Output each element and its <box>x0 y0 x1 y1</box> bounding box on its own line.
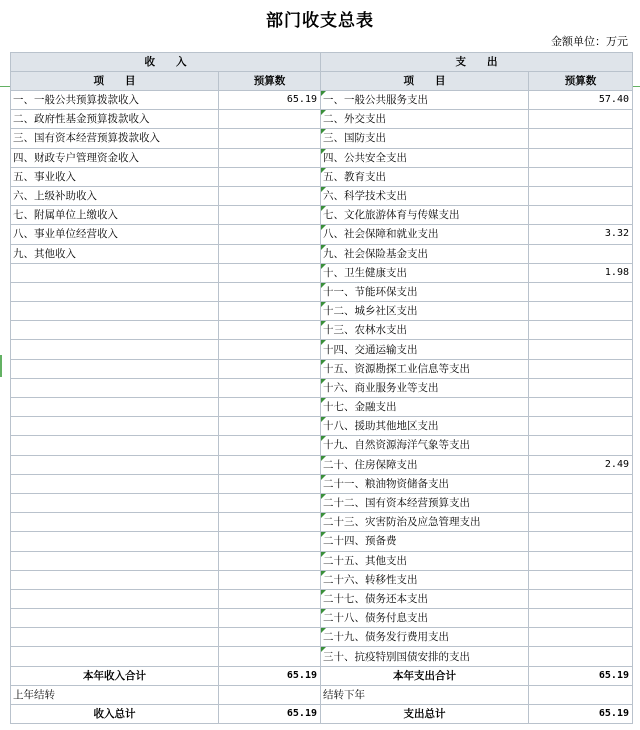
expense-item-cell[interactable]: 十、卫生健康支出 <box>321 263 529 282</box>
income-budget-cell[interactable] <box>219 340 321 359</box>
income-item-cell[interactable]: 五、事业收入 <box>11 167 219 186</box>
table-row <box>11 436 633 455</box>
table-row <box>11 263 633 282</box>
income-item-cell[interactable] <box>11 647 219 666</box>
expense-budget-cell[interactable]: 3.32 <box>529 225 633 244</box>
expense-budget-cell[interactable] <box>529 129 633 148</box>
income-budget-cell[interactable] <box>219 148 321 167</box>
expense-budget-cell[interactable] <box>529 609 633 628</box>
expense-budget-cell[interactable] <box>529 570 633 589</box>
expense-budget-cell[interactable] <box>529 417 633 436</box>
expense-budget-cell[interactable] <box>529 513 633 532</box>
income-item-cell[interactable] <box>11 302 219 321</box>
income-budget-cell[interactable] <box>219 129 321 148</box>
table-row <box>11 532 633 551</box>
expense-item-cell[interactable]: 二十八、债务付息支出 <box>321 609 529 628</box>
income-item-cell[interactable]: 八、事业单位经营收入 <box>11 225 219 244</box>
income-budget-cell[interactable] <box>219 167 321 186</box>
income-budget-cell[interactable] <box>219 455 321 474</box>
expense-budget-cell[interactable] <box>529 532 633 551</box>
expense-budget-cell[interactable] <box>529 167 633 186</box>
income-budget-cell[interactable]: 65.19 <box>219 91 321 110</box>
table-row <box>11 206 633 225</box>
income-grand-total-value[interactable]: 65.19 <box>219 705 321 724</box>
income-item-cell[interactable] <box>11 359 219 378</box>
income-budget-cell[interactable] <box>219 110 321 129</box>
expense-item-cell[interactable]: 六、科学技术支出 <box>321 186 529 205</box>
expense-item-cell[interactable]: 十一、节能环保支出 <box>321 282 529 301</box>
table-row <box>11 359 633 378</box>
table-row <box>11 398 633 417</box>
expense-budget-cell[interactable] <box>529 359 633 378</box>
expense-budget-cell[interactable] <box>529 186 633 205</box>
income-item-cell[interactable] <box>11 474 219 493</box>
expense-year-total-value[interactable]: 65.19 <box>529 666 633 685</box>
expense-budget-cell[interactable]: 1.98 <box>529 263 633 282</box>
expense-item-cell[interactable]: 十三、农林水支出 <box>321 321 529 340</box>
income-budget-cell[interactable] <box>219 532 321 551</box>
expense-budget-cell[interactable] <box>529 340 633 359</box>
expense-grand-total-label[interactable]: 支出总计 <box>321 705 529 724</box>
table-row <box>11 570 633 589</box>
table-row <box>11 378 633 397</box>
table-row <box>11 551 633 570</box>
income-item-cell[interactable]: 四、财政专户管理资金收入 <box>11 148 219 167</box>
income-budget-cell[interactable] <box>219 359 321 378</box>
income-item-header[interactable]: 项 目 <box>11 72 219 91</box>
expense-item-cell[interactable]: 二十一、粮油物资储备支出 <box>321 474 529 493</box>
table-row <box>11 225 633 244</box>
table-row <box>11 493 633 512</box>
carry-out-label[interactable]: 结转下年 <box>321 685 529 704</box>
expense-budget-cell[interactable] <box>529 244 633 263</box>
expense-item-cell[interactable]: 三、国防支出 <box>321 129 529 148</box>
expense-item-cell[interactable]: 一、一般公共服务支出 <box>321 91 529 110</box>
table-row <box>11 321 633 340</box>
expense-item-cell[interactable]: 二、外交支出 <box>321 110 529 129</box>
expense-budget-cell[interactable] <box>529 321 633 340</box>
table-row <box>11 340 633 359</box>
row-marker <box>0 355 2 377</box>
income-budget-cell[interactable] <box>219 493 321 512</box>
expense-budget-cell[interactable] <box>529 398 633 417</box>
expense-budget-cell[interactable] <box>529 647 633 666</box>
expense-item-cell[interactable]: 七、文化旅游体育与传媒支出 <box>321 206 529 225</box>
income-budget-cell[interactable] <box>219 609 321 628</box>
carry-in-value[interactable] <box>219 685 321 704</box>
expense-item-cell[interactable]: 二十、住房保障支出 <box>321 455 529 474</box>
income-budget-cell[interactable] <box>219 474 321 493</box>
table-row <box>11 589 633 608</box>
income-budget-cell[interactable] <box>219 628 321 647</box>
income-budget-cell[interactable] <box>219 378 321 397</box>
table-row <box>11 186 633 205</box>
income-budget-cell[interactable] <box>219 206 321 225</box>
expense-budget-cell[interactable] <box>529 628 633 647</box>
income-item-cell[interactable] <box>11 513 219 532</box>
expense-budget-cell[interactable] <box>529 282 633 301</box>
income-budget-cell[interactable] <box>219 302 321 321</box>
budget-table <box>10 52 633 724</box>
carry-in-label[interactable]: 上年结转 <box>11 685 219 704</box>
expense-item-cell[interactable]: 八、社会保障和就业支出 <box>321 225 529 244</box>
income-item-cell[interactable] <box>11 551 219 570</box>
income-item-cell[interactable]: 一、一般公共预算拨款收入 <box>11 91 219 110</box>
income-section-header[interactable]: 收 入 <box>11 53 321 72</box>
income-item-cell[interactable] <box>11 340 219 359</box>
income-item-cell[interactable] <box>11 398 219 417</box>
income-budget-cell[interactable] <box>219 570 321 589</box>
table-row <box>11 628 633 647</box>
expense-item-cell[interactable]: 二十二、国有资本经营预算支出 <box>321 493 529 512</box>
table-row <box>11 609 633 628</box>
income-item-cell[interactable]: 六、上级补助收入 <box>11 186 219 205</box>
income-budget-cell[interactable] <box>219 551 321 570</box>
income-budget-cell[interactable] <box>219 398 321 417</box>
table-row <box>11 417 633 436</box>
expense-item-cell[interactable]: 二十九、债务发行费用支出 <box>321 628 529 647</box>
income-budget-header[interactable]: 预算数 <box>219 72 321 91</box>
total-row <box>11 666 633 685</box>
table-row <box>11 167 633 186</box>
income-budget-cell[interactable] <box>219 321 321 340</box>
income-budget-cell[interactable] <box>219 225 321 244</box>
expense-grand-total-value[interactable]: 65.19 <box>529 705 633 724</box>
income-item-cell[interactable] <box>11 282 219 301</box>
income-item-cell[interactable]: 二、政府性基金预算拨款收入 <box>11 110 219 129</box>
table-row <box>11 455 633 474</box>
expense-budget-cell[interactable]: 2.49 <box>529 455 633 474</box>
expense-budget-cell[interactable] <box>529 378 633 397</box>
expense-budget-header[interactable]: 预算数 <box>529 72 633 91</box>
table-row <box>11 282 633 301</box>
expense-item-cell[interactable]: 十九、自然资源海洋气象等支出 <box>321 436 529 455</box>
income-budget-cell[interactable] <box>219 186 321 205</box>
page-title: 部门收支总表 <box>266 11 374 31</box>
table-row <box>11 91 633 110</box>
income-item-cell[interactable] <box>11 609 219 628</box>
income-item-cell[interactable] <box>11 532 219 551</box>
expense-budget-cell[interactable] <box>529 302 633 321</box>
income-grand-total-label[interactable]: 收入总计 <box>11 705 219 724</box>
income-budget-cell[interactable] <box>219 647 321 666</box>
expense-item-cell[interactable]: 二十三、灾害防治及应急管理支出 <box>321 513 529 532</box>
income-budget-cell[interactable] <box>219 417 321 436</box>
expense-item-cell[interactable]: 五、教育支出 <box>321 167 529 186</box>
expense-item-cell[interactable]: 十五、资源勘探工业信息等支出 <box>321 359 529 378</box>
table-row <box>11 148 633 167</box>
section-header-row <box>11 53 633 72</box>
expense-item-cell[interactable]: 二十六、转移性支出 <box>321 570 529 589</box>
expense-item-cell[interactable]: 十六、商业服务业等支出 <box>321 378 529 397</box>
income-item-cell[interactable] <box>11 321 219 340</box>
income-item-cell[interactable] <box>11 455 219 474</box>
income-item-cell[interactable]: 三、国有资本经营预算拨款收入 <box>11 129 219 148</box>
income-budget-cell[interactable] <box>219 589 321 608</box>
income-item-cell[interactable] <box>11 628 219 647</box>
table-row <box>11 474 633 493</box>
table-row <box>11 647 633 666</box>
column-header-row <box>11 72 633 91</box>
expense-budget-cell[interactable] <box>529 436 633 455</box>
expense-item-cell[interactable]: 九、社会保险基金支出 <box>321 244 529 263</box>
expense-budget-cell[interactable] <box>529 589 633 608</box>
table-row <box>11 513 633 532</box>
expense-year-total-label[interactable]: 本年支出合计 <box>321 666 529 685</box>
expense-item-cell[interactable]: 十八、援助其他地区支出 <box>321 417 529 436</box>
income-budget-cell[interactable] <box>219 436 321 455</box>
table-row <box>11 302 633 321</box>
income-budget-cell[interactable] <box>219 244 321 263</box>
expense-item-cell[interactable]: 二十七、债务还本支出 <box>321 589 529 608</box>
income-budget-cell[interactable] <box>219 263 321 282</box>
income-year-total-value[interactable]: 65.19 <box>219 666 321 685</box>
expense-budget-cell[interactable] <box>529 110 633 129</box>
expense-budget-cell[interactable] <box>529 551 633 570</box>
expense-budget-cell[interactable] <box>529 206 633 225</box>
expense-budget-cell[interactable] <box>529 148 633 167</box>
expense-item-cell[interactable]: 十四、交通运输支出 <box>321 340 529 359</box>
expense-item-cell[interactable]: 二十四、预备费 <box>321 532 529 551</box>
expense-item-cell[interactable]: 十七、金融支出 <box>321 398 529 417</box>
expense-section-header[interactable]: 支 出 <box>321 53 633 72</box>
expense-item-cell[interactable]: 四、公共安全支出 <box>321 148 529 167</box>
income-budget-cell[interactable] <box>219 282 321 301</box>
table-row <box>11 110 633 129</box>
expense-budget-cell[interactable] <box>529 493 633 512</box>
expense-budget-cell[interactable]: 57.40 <box>529 91 633 110</box>
total-row <box>11 685 633 704</box>
expense-item-cell[interactable]: 二十五、其他支出 <box>321 551 529 570</box>
income-budget-cell[interactable] <box>219 513 321 532</box>
income-year-total-label[interactable]: 本年收入合计 <box>11 666 219 685</box>
income-item-cell[interactable] <box>11 570 219 589</box>
expense-item-cell[interactable]: 三十、抗疫特别国债安排的支出 <box>321 647 529 666</box>
expense-budget-cell[interactable] <box>529 474 633 493</box>
income-item-cell[interactable] <box>11 378 219 397</box>
amount-unit: 金额单位：万元 <box>551 35 628 48</box>
income-item-cell[interactable]: 七、附属单位上缴收入 <box>11 206 219 225</box>
carry-out-value[interactable] <box>529 685 633 704</box>
income-item-cell[interactable]: 九、其他收入 <box>11 244 219 263</box>
expense-item-header[interactable]: 项 目 <box>321 72 529 91</box>
table-row <box>11 244 633 263</box>
income-item-cell[interactable] <box>11 263 219 282</box>
income-item-cell[interactable] <box>11 493 219 512</box>
total-row <box>11 705 633 724</box>
income-item-cell[interactable] <box>11 436 219 455</box>
income-item-cell[interactable] <box>11 589 219 608</box>
income-item-cell[interactable] <box>11 417 219 436</box>
table-row <box>11 129 633 148</box>
expense-item-cell[interactable]: 十二、城乡社区支出 <box>321 302 529 321</box>
